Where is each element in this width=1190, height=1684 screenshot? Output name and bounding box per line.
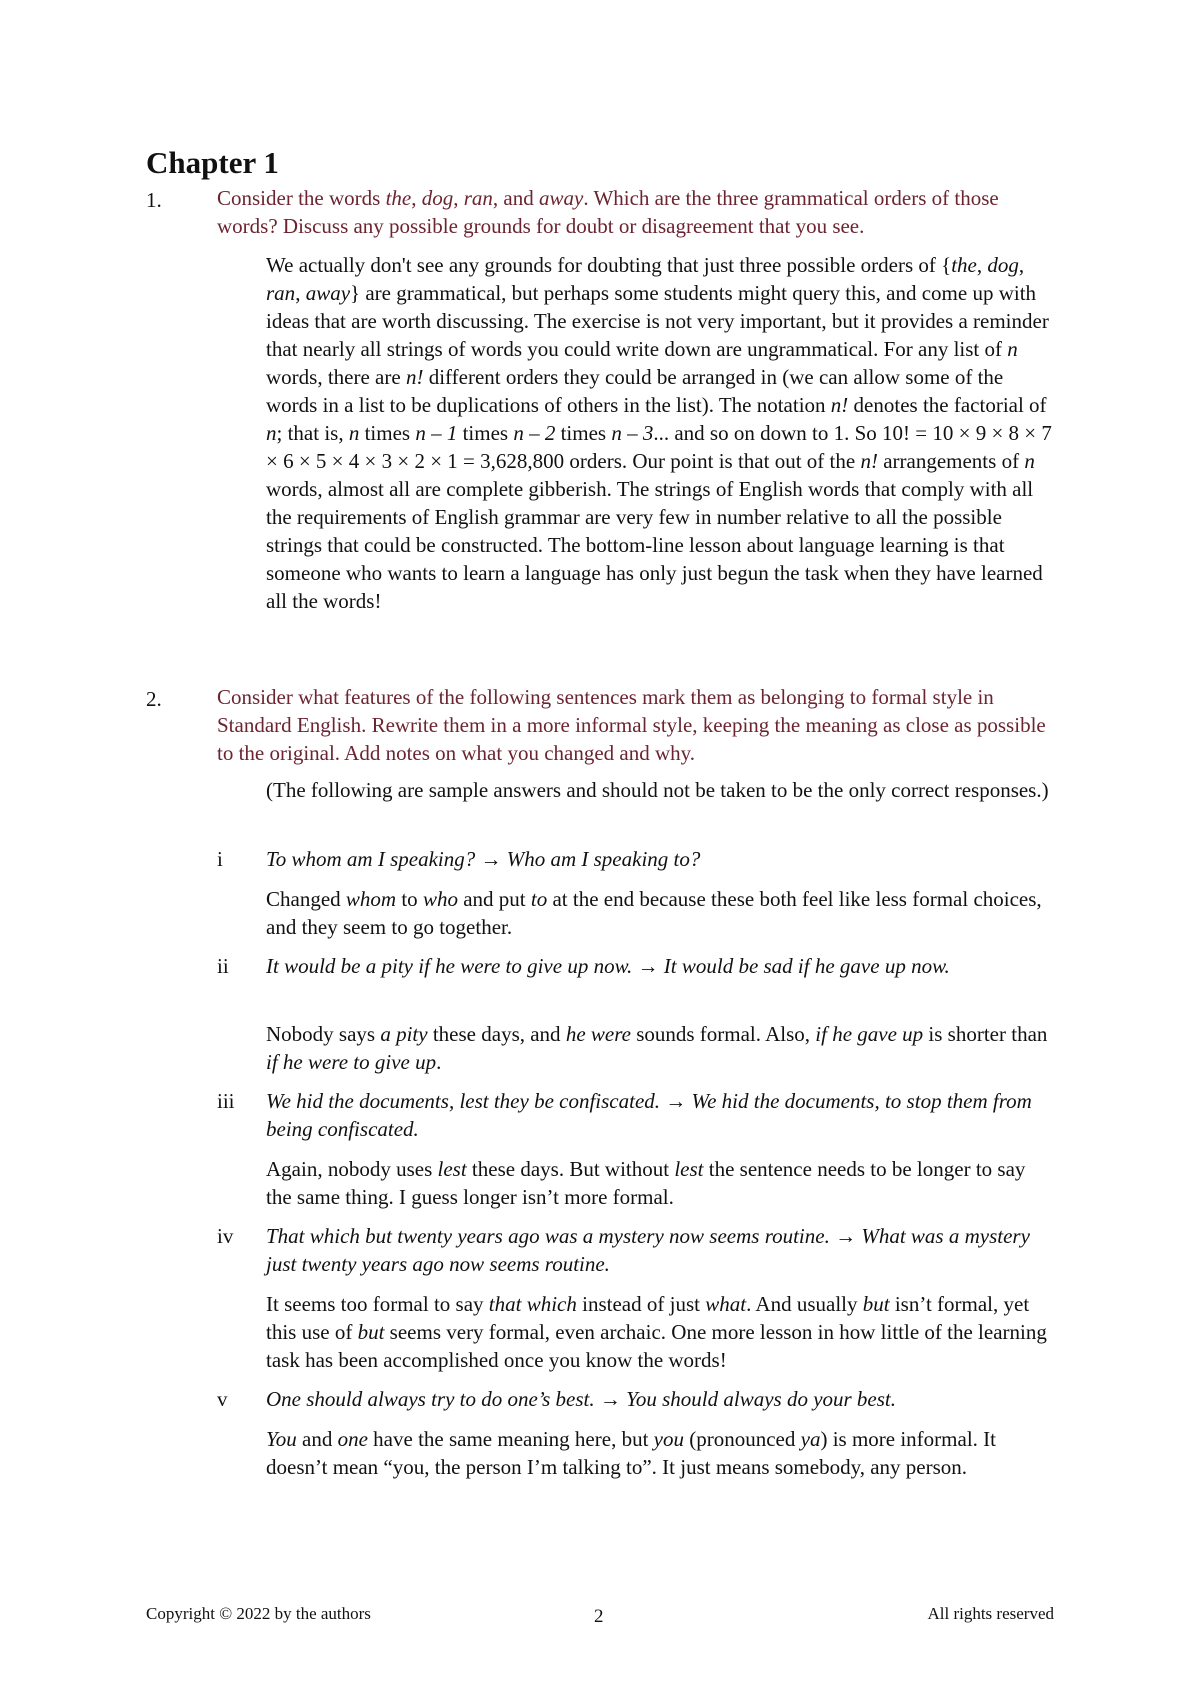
item-numeral: ii	[217, 954, 229, 978]
example-sentence: One should always try to do one’s best. → You should always do your best.	[266, 1387, 897, 1411]
item-numeral: iii	[217, 1089, 235, 1113]
item-note: Again, nobody uses lest these days. But without lest the sentence needs to be longer to say the same thing. I guess longer isn’t more formal.	[266, 1157, 1026, 1209]
item-numeral: v	[217, 1387, 228, 1411]
example-sentence: It would be a pity if he were to give up now. → It would be sad if he gave up now.	[266, 954, 950, 978]
item-numeral: i	[217, 847, 223, 871]
footer-rights: All rights reserved	[927, 1604, 1054, 1623]
item-note: You and one have the same meaning here, but you (pronounced ya) is more informal. It doesn’t mean “you, the person I’m talking to”. It just means somebody, any person.	[266, 1427, 996, 1479]
item-note: Changed whom to who and put to at the end because these both feel like less formal choices, and they seem to go together.	[266, 887, 1042, 939]
answer-paragraph: We actually don't see any grounds for doubting that just three possible orders of {the, dog, ran, away} are grammatical, but perhaps some students might query this, and come up with ideas that are worth discussing. The exercise is not very important, but it provides a reminder that nearly all strings of words you could write down are ungrammatical. For any list of n words, there are n! different orders they could be arranged in (we can allow some of the words in a list to be duplications of others in the list). The notation n! denotes the factorial of n; that is, n times n – 1 times n – 2 times n – 3... and so on down to 1. So 10! = 10 × 9 × 8 × 7 × 6 × 5 × 4 × 3 × 2 × 1 = 3,628,800 orders. Our point is that out of the n! arrangements of n words, almost all are complete gibberish. The strings of English words that comply with all the requirements of English grammar are very few in number relative to all the possible strings that could be constructed. The bottom-line lesson about language learning is that someone who wants to learn a language has only just begun the task when they have learned all the words!	[266, 253, 1052, 613]
question-number: 2.	[146, 687, 162, 711]
footer-copyright: Copyright © 2022 by the authors	[146, 1604, 371, 1623]
question-prompt: Consider the words the, dog, ran, and away. Which are the three grammatical orders of those words? Discuss any possible grounds for doubt or disagreement that you see.	[217, 186, 999, 238]
answer-intro: (The following are sample answers and should not be taken to be the only correct responses.)	[266, 778, 1049, 802]
item-numeral: iv	[217, 1224, 234, 1248]
question-prompt: Consider what features of the following sentences mark them as belonging to formal style in Standard English. Rewrite them in a more informal style, keeping the meaning as close as possible to the original. Add notes on what you changed and why.	[217, 685, 1046, 765]
example-sentence: That which but twenty years ago was a mystery now seems routine. → What was a mystery just twenty years ago now seems routine.	[266, 1224, 1030, 1276]
example-sentence: To whom am I speaking? → Who am I speaking to?	[266, 847, 701, 871]
question-number: 1.	[146, 188, 162, 212]
chapter-title: Chapter 1	[146, 145, 279, 180]
example-sentence: We hid the documents, lest they be confiscated. → We hid the documents, to stop them from being confiscated.	[266, 1089, 1032, 1141]
page-number: 2	[594, 1606, 604, 1627]
item-note: It seems too formal to say that which instead of just what. And usually but isn’t formal, yet this use of but seems very formal, even archaic. One more lesson in how little of the learning task has been accomplished once you know the words!	[266, 1292, 1047, 1372]
item-note: Nobody says a pity these days, and he were sounds formal. Also, if he gave up is shorter than if he were to give up.	[266, 1022, 1048, 1074]
